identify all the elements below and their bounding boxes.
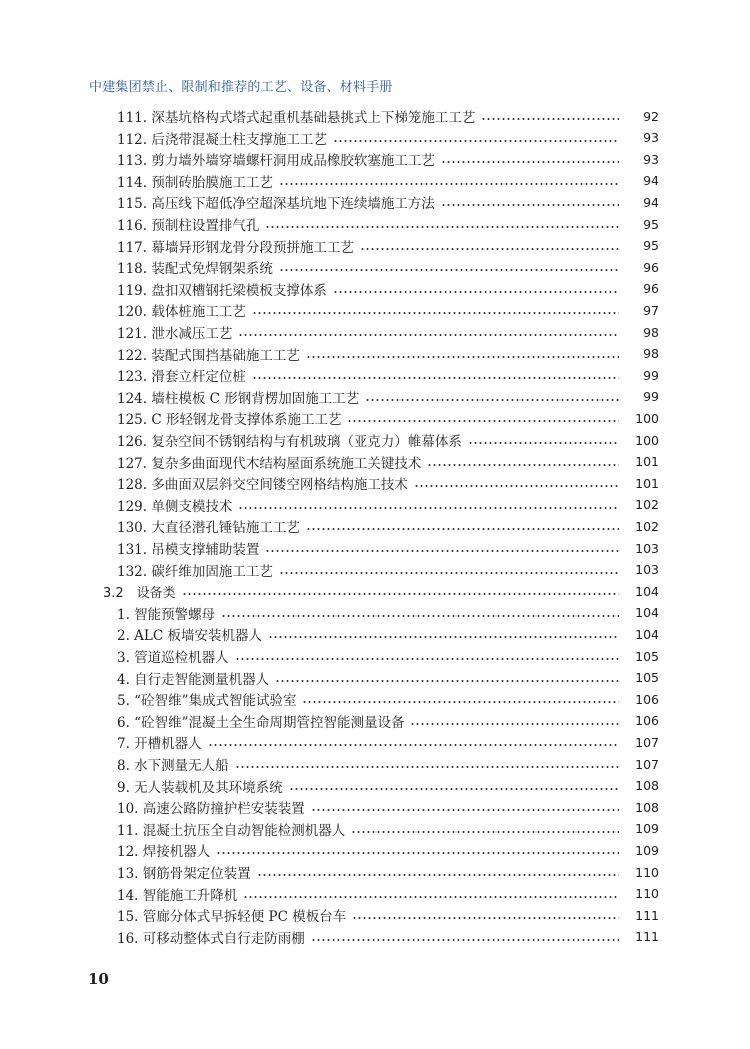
toc-entry (117, 364, 659, 386)
toc-entry (117, 559, 659, 581)
toc-entry-page: 92 (643, 108, 659, 124)
toc-entry (117, 407, 659, 429)
toc-entry (117, 904, 659, 926)
toc-entry (117, 667, 659, 689)
toc-entry-page: 103 (635, 562, 659, 578)
toc-entry-title: 114. 预制砖胎膜施工工艺 (117, 174, 273, 191)
dot-leader (360, 248, 619, 250)
toc-entry-page: 107 (635, 756, 659, 772)
toc-entry (117, 256, 659, 278)
toc-entry-title: 124. 墙柱模板 C 形钢背楞加固施工工艺 (117, 390, 360, 407)
toc-entry-title: 7. 开槽机器人 (117, 736, 202, 753)
toc-entry (117, 839, 659, 861)
toc-entry-page: 110 (635, 886, 659, 902)
toc-entry-page: 104 (635, 605, 659, 621)
toc-entry-page: 109 (635, 842, 659, 858)
toc-entry-page: 102 (635, 518, 659, 534)
toc-entry-title: 128. 多曲面双层斜交空间镂空网格结构施工技术 (117, 477, 408, 494)
toc-entry-title: 8. 水下测量无人船 (117, 758, 229, 774)
toc-entry (117, 343, 659, 365)
dot-leader (265, 550, 619, 552)
toc-entry (117, 191, 659, 213)
dot-leader (265, 226, 619, 228)
toc-entry-title: 125. C 形轻钢龙骨支撑体系施工工艺 (117, 412, 342, 429)
toc-entry-page: 111 (635, 929, 659, 945)
toc-entry-page: 105 (635, 670, 659, 686)
dot-leader (306, 356, 619, 358)
toc-entry (117, 537, 659, 559)
dot-leader (279, 269, 619, 271)
toc-entry-title: 15. 管廊分体式早拆轻便 PC 模板台车 (117, 909, 347, 926)
dot-leader (182, 593, 619, 595)
toc-entry-page: 94 (643, 173, 659, 189)
dot-leader (235, 766, 619, 768)
toc-entry-page: 103 (635, 540, 659, 556)
dot-leader (221, 615, 619, 617)
toc-entry (117, 472, 659, 494)
toc-entry-title: 3. 管道巡检机器人 (117, 650, 229, 666)
dot-leader (333, 140, 619, 142)
toc-entry (117, 170, 659, 192)
dot-leader (238, 334, 619, 336)
toc-entry (117, 127, 659, 149)
dot-leader (243, 896, 619, 898)
dot-leader (252, 377, 619, 379)
toc-entry (117, 213, 659, 235)
toc-entry (117, 818, 659, 840)
toc-entry-title: 126. 复杂空间不锈钢结构与有机玻璃（亚克力）帷幕体系 (117, 434, 462, 450)
toc-entry-page: 93 (643, 151, 659, 167)
toc-entry-page: 100 (635, 432, 659, 448)
dot-leader (311, 809, 619, 811)
toc-entry-title: 120. 载体桩施工工艺 (117, 304, 246, 321)
dot-leader (410, 723, 619, 725)
toc-entry-title: 132. 碳纤维加固施工工艺 (117, 563, 273, 580)
dot-leader (311, 939, 619, 941)
toc-entry-page: 94 (643, 194, 659, 210)
toc-entry-title: 5. “砼智维”集成式智能试验室 (117, 693, 297, 710)
toc-entry-page: 108 (635, 799, 659, 815)
toc-entry-title: 117. 幕墙异形钢龙骨分段预拼施工工艺 (117, 239, 354, 256)
toc-entry-title: 116. 预制柱设置排气孔 (117, 218, 260, 234)
toc-entry-page: 106 (635, 691, 659, 707)
dot-leader (252, 312, 619, 314)
toc-entry-title: 4. 自行走智能测量机器人 (117, 671, 270, 688)
toc-entry (117, 623, 659, 645)
toc-entry-page: 99 (643, 389, 659, 405)
toc-entry (117, 710, 659, 732)
toc-entry-title: 113. 剪力墙外墙穿墙螺杆洞用成品橡胶软塞施工工艺 (117, 153, 435, 170)
dot-leader (208, 744, 619, 746)
dot-leader (414, 485, 619, 487)
dot-leader (302, 701, 619, 703)
toc-entry-page: 102 (635, 497, 659, 513)
toc-entry-page: 96 (643, 281, 659, 297)
toc-entry (117, 796, 659, 818)
dot-leader (351, 831, 619, 833)
toc-entry-page: 100 (635, 410, 659, 426)
toc-entry (117, 645, 659, 667)
toc-entry (117, 494, 659, 516)
toc-entry-title: 12. 焊接机器人 (117, 844, 211, 861)
toc-entry-title: 131. 吊模支撑辅助装置 (117, 542, 260, 558)
toc-entry-title: 13. 钢筋骨架定位装置 (117, 866, 251, 882)
dot-leader (268, 636, 619, 638)
toc-entry (117, 753, 659, 775)
toc-entry-title: 9. 无人装载机及其环境系统 (117, 779, 283, 796)
toc-entry-page: 105 (635, 648, 659, 664)
dot-leader (289, 788, 619, 790)
dot-leader (235, 658, 619, 660)
toc-entry-title: 6. “砼智维”混凝土全生命周期管控智能测量设备 (117, 714, 405, 731)
toc-entry-page: 98 (643, 324, 659, 340)
toc-entry-page: 97 (643, 302, 659, 318)
toc-entry-title: 129. 单侧支模技术 (117, 498, 233, 515)
page-number: 10 (88, 970, 109, 988)
toc-entry-title: 2. ALC 板墙安装机器人 (117, 628, 263, 645)
dot-leader (441, 204, 619, 206)
toc-entry-page: 107 (635, 734, 659, 750)
toc-entry-page: 108 (635, 778, 659, 794)
toc-entry (117, 926, 659, 948)
dot-leader (441, 161, 619, 163)
dot-leader (481, 118, 619, 120)
dot-leader (238, 507, 619, 509)
toc-entry-page: 106 (635, 713, 659, 729)
running-header: 中建集团禁止、限制和推荐的工艺、设备、材料手册 (89, 80, 393, 95)
toc-entry (117, 861, 659, 883)
toc-entry-page: 101 (635, 454, 659, 470)
toc-entry-title: 16. 可移动整体式自行走防雨棚 (117, 930, 305, 947)
dot-leader (333, 291, 619, 293)
dot-leader (427, 464, 619, 466)
toc-entry-title: 122. 装配式围挡基础施工工艺 (117, 347, 300, 364)
toc-entry-title: 127. 复杂多曲面现代木结构屋面系统施工关键技术 (117, 455, 422, 472)
toc-entry (117, 515, 659, 537)
dot-leader (257, 874, 619, 876)
toc-entry (117, 278, 659, 300)
dot-leader (365, 399, 619, 401)
toc-entry-page: 98 (643, 346, 659, 362)
dot-leader (347, 420, 619, 422)
dot-leader (275, 680, 619, 682)
toc-entry-title: 115. 高压线下超低净空超深基坑地下连续墙施工方法 (117, 196, 435, 213)
toc-entry (117, 235, 659, 257)
toc-entry-title: 111. 深基坑格构式塔式起重机基础悬挑式上下梯笼施工工艺 (117, 110, 476, 126)
toc-entry-title: 3.2 设备类 (103, 585, 176, 601)
toc-entry (117, 883, 659, 905)
dot-leader (279, 572, 619, 574)
toc-entry (117, 429, 659, 451)
toc-entry-page: 95 (643, 238, 659, 254)
toc-entry-title: 118. 装配式免焊钢架系统 (117, 261, 273, 278)
toc-entry-title: 112. 后浇带混凝土柱支撑施工工艺 (117, 131, 327, 148)
dot-leader (352, 917, 619, 919)
toc-entry (117, 731, 659, 753)
toc-entry-page: 99 (643, 367, 659, 383)
toc-entry-page: 110 (635, 864, 659, 880)
toc-entry (117, 148, 659, 170)
dot-leader (306, 528, 619, 530)
toc-entry-page: 109 (635, 821, 659, 837)
toc-entry-page: 111 (635, 907, 659, 923)
dot-leader (468, 442, 619, 444)
toc-entry (117, 386, 659, 408)
toc-entry (117, 688, 659, 710)
toc-entry-title: 121. 泄水减压工艺 (117, 326, 233, 342)
toc-entry (117, 105, 659, 127)
toc-entry (117, 775, 659, 797)
toc-entry-page: 93 (643, 130, 659, 146)
toc-entry-title: 130. 大直径潜孔锤钻施工工艺 (117, 520, 300, 537)
toc-entry-page: 96 (643, 259, 659, 275)
toc-entry-page: 95 (643, 216, 659, 232)
toc-entry-title: 10. 高速公路防撞护栏安装装置 (117, 801, 305, 818)
toc-entry-title: 14. 智能施工升降机 (117, 887, 238, 904)
toc-section-heading (103, 580, 659, 602)
toc-entry-title: 1. 智能预警螺母 (117, 606, 216, 623)
dot-leader (216, 852, 619, 854)
dot-leader (279, 183, 619, 185)
toc-entry (117, 451, 659, 473)
toc-entry-page: 101 (635, 475, 659, 491)
toc-entry-title: 11. 混凝土抗压全自动智能检测机器人 (117, 822, 346, 839)
toc-entry-page: 104 (635, 583, 659, 599)
toc-entry-title: 119. 盘扣双槽钢托梁模板支撑体系 (117, 282, 327, 299)
toc-entry-page: 104 (635, 626, 659, 642)
toc-entry (117, 299, 659, 321)
toc-entry-title: 123. 滑套立杆定位桩 (117, 369, 246, 386)
toc-entry (117, 602, 659, 624)
toc-entry (117, 321, 659, 343)
